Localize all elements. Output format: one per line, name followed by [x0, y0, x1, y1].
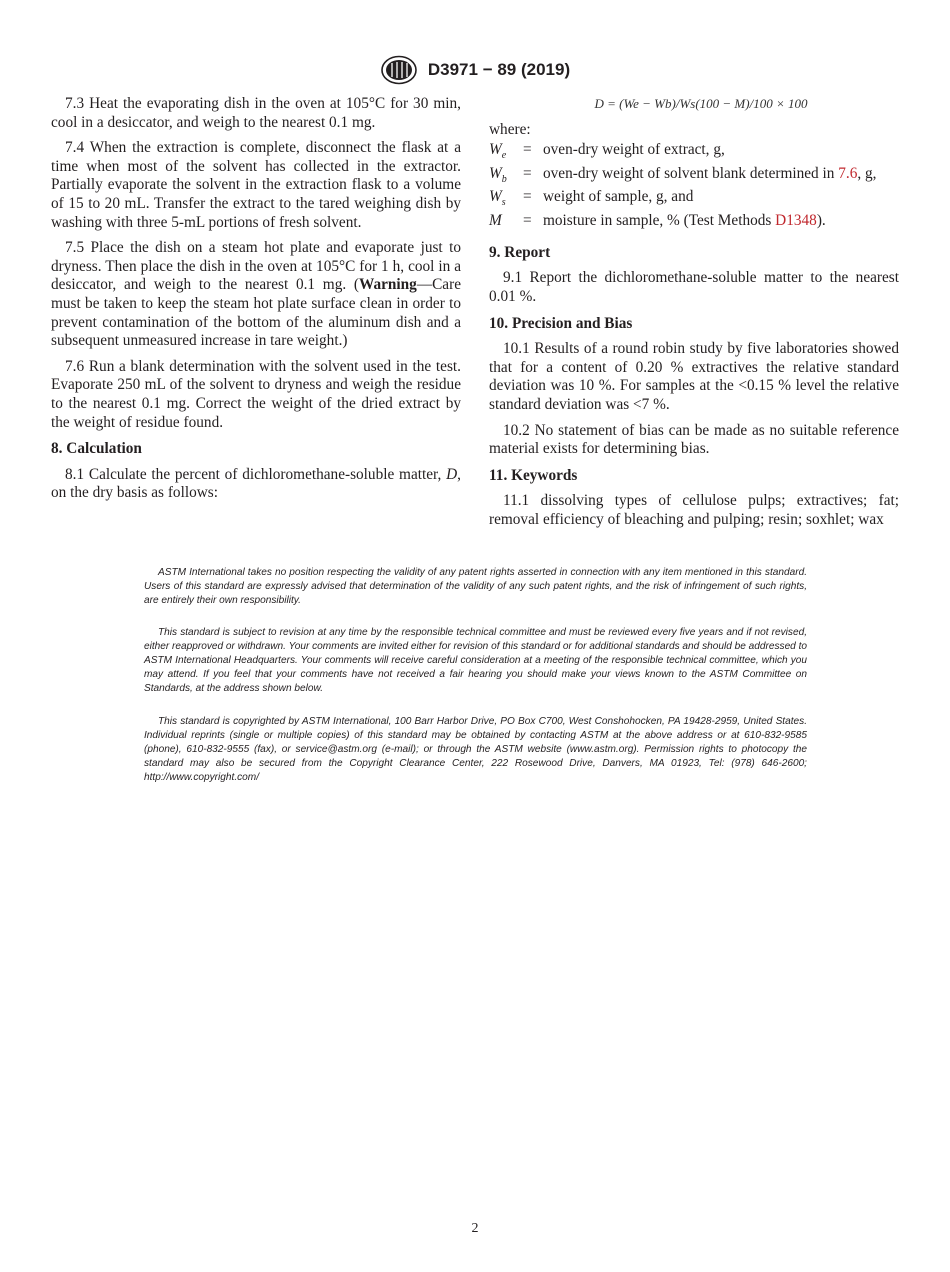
left-column — [51, 95, 461, 510]
document-designation: D3971 − 89 (2019) — [427, 60, 571, 79]
formula: D = (We − Wb)/Ws(100 − M)/100 × 100 — [594, 96, 808, 111]
paragraph-9-1: 9.1 Report the dichloromethane-soluble matter to the nearest 0.01 %. — [489, 269, 899, 305]
variable-definitions — [489, 141, 877, 236]
astm-logo-icon — [380, 55, 418, 85]
paragraph-10-2: 10.2 No statement of bias can be made as no suitable reference material exists for determining bias. — [489, 421, 899, 458]
paragraph-7-5: 7.5 Place the dish on a steam hot plate and evaporate just to dryness. Then place the dish in the oven at 105°C for 1 h, cool in a desiccator, and weigh to the nearest 0.1 mg. (Warning—Care must be taken to keep the steam hot plate surface clean in order to prevent contamination of the bottom of the aluminum dish and a subsequent unmeasured increase in tare weight.) — [51, 239, 461, 350]
link-section-7-6[interactable]: 7.6 — [838, 164, 858, 182]
paragraph-7-4: 7.4 When the extraction is complete, disconnect the flask at a time when most of the solvent has collected in the extractor. Partially evaporate the solvent in the extraction flask to a volume of 15 to 20 mL. Transfer the extract to the tared weighing dish by washing with three 5-mL portions of fresh solvent. — [51, 139, 461, 231]
page-number: 2 — [471, 1221, 479, 1236]
page-header — [0, 55, 950, 85]
variable-row: $W_e$ = oven-dry weight of extract, g, — [489, 141, 725, 162]
link-d1348[interactable]: D1348 — [775, 212, 817, 230]
section-8-heading: 8. Calculation — [51, 440, 142, 458]
section-10-heading: 10. Precision and Bias — [489, 314, 633, 332]
warning-label: Warning — [359, 276, 417, 294]
paragraph-11-1: 11.1 dissolving types of cellulose pulps; extractives; fat; removal efficiency of bleaching and pulping; resin; soxhlet; wax — [489, 492, 899, 528]
section-9-heading: 9. Report — [489, 243, 551, 261]
footer-patent-notice: ASTM International takes no position respecting the validity of any patent rights asserted in connection with any item mentioned in this standard. Users of this standard are expressly advised that determination of the validity of any such patent rights, and the risk of infringement of such rights, are entirely their own responsibility. — [144, 567, 807, 606]
paragraph-8-1: 8.1 Calculate the percent of dichloromethane-soluble matter, D, on the dry basis as follows: — [51, 465, 461, 502]
paragraph-7-3: 7.3 Heat the evaporating dish in the oven at 105°C for 30 min, cool in a desiccator, and weigh to the nearest 0.1 mg. — [51, 95, 461, 131]
where-label: where: — [489, 120, 531, 138]
variable-row: $W_b$ = oven-dry weight of solvent blank determined in 7.6, g, — [489, 164, 877, 185]
paragraph-7-6: 7.6 Run a blank determination with the solvent used in the test. Evaporate 250 mL of the solvent to dryness and weigh the residue to the nearest 0.1 mg. Correct the weight of the dried extract by the weight of residue found. — [51, 357, 461, 431]
section-11-heading: 11. Keywords — [489, 466, 578, 484]
right-column — [489, 95, 899, 536]
paragraph-10-1: 10.1 Results of a round robin study by five laboratories showed that for a content of 0.20 % extractives the relative standard deviation was 10 %. For samples at the <0.15 % level the relative standard deviation was <7 %. — [489, 340, 899, 413]
footer-copyright-notice: This standard is copyrighted by ASTM International, 100 Barr Harbor Drive, PO Box C700, West Conshohocken, PA 19428-2959, United States. Individual reprints (single or multiple copies) of this standard may be obtained by contacting ASTM at the above address or at 610-832-9585 (phone), 610-832-9555 (fax), or service@astm.org (e-mail); or through the ASTM website (www.astm.org). Permission rights to photocopy the standard may also be secured from the Copyright Clearance Center, 222 Rosewood Drive, Danvers, MA 01923, Tel: (978) 646-2600; http://www.copyright.com/ — [144, 716, 807, 783]
variable-row: $W_s$ = weight of sample, g, and — [489, 188, 694, 209]
footer-revision-notice: This standard is subject to revision at any time by the responsible technical committee and must be reviewed every five years and if not revised, either reapproved or withdrawn. Your comments are invited either for revision of this standard or for additional standards and should be addressed to ASTM International Headquarters. Your comments will receive careful consideration at a meeting of the responsible technical committee, which you may attend. If you feel that your comments have not received a fair hearing you should make your views known to the ASTM Committee on Standards, at the address shown below. — [144, 627, 808, 694]
variable-row: M = moisture in sample, % (Test Methods D1348). — [489, 212, 826, 230]
